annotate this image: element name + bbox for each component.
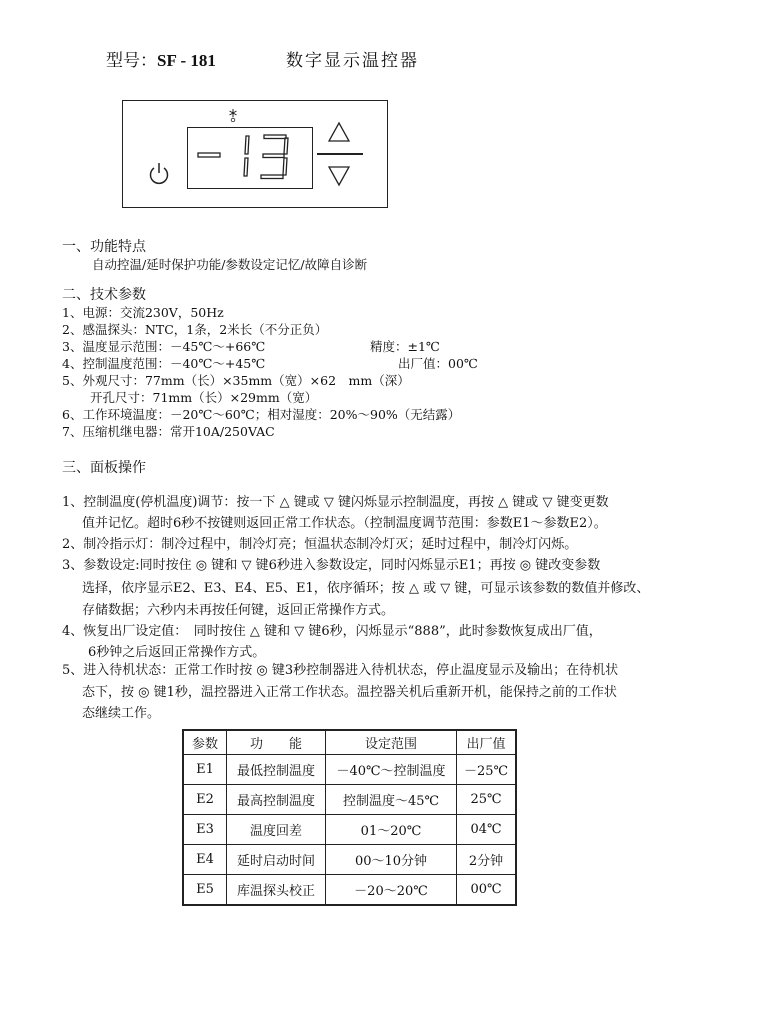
table-cell: 00～10分钟 — [326, 845, 457, 875]
section1-heading: 一、功能特点 — [62, 239, 146, 255]
power-button-icon: ◎ — [256, 663, 268, 678]
table-header-row — [183, 730, 516, 755]
section3-heading: 三、面板操作 — [62, 460, 146, 476]
power-button-icon: ◎ — [519, 558, 532, 573]
table-row — [183, 845, 516, 875]
spec-item: 3、温度显示范围：－45℃～+66℃ — [62, 339, 266, 354]
down-triangle-icon — [327, 165, 351, 187]
table-cell: 25℃ — [457, 785, 517, 815]
operation-step-2: 2、制冷指示灯：制冷过程中，制冷灯亮；恒温状态制冷灯灭；延时过程中，制冷灯闪烁。 — [62, 537, 578, 552]
operation-step-5: 5、进入待机状态：正常工作时按 ◎ 键3秒控制器进入待机状态，停止温度显示及输出；在待机状 — [62, 663, 619, 678]
operation-step-4: 4、恢复出厂设定值： 同时按住 △ 键和 ▽ 键6秒，闪烁显示“888”，此时参数恢复成出厂值， — [62, 624, 602, 639]
power-button-icon: ◎ — [138, 685, 150, 700]
model-label: 型号： — [106, 51, 157, 71]
segment-readout — [188, 128, 312, 188]
spec-item: 开孔尺寸：71mm（长）×29mm（宽） — [90, 390, 318, 405]
table-row — [183, 815, 516, 845]
power-icon — [147, 161, 171, 187]
controller-panel-illustration — [122, 100, 388, 208]
section1-text: 自动控温/延时保护功能/参数设定记忆/故障自诊断 — [92, 257, 368, 272]
table-cell: 库温探头校正 — [227, 875, 326, 906]
parameter-table — [182, 729, 517, 906]
spec-precision: 精度：±1℃ — [370, 339, 440, 354]
table-header-cell: 出厂值 — [457, 730, 517, 755]
table-row — [183, 785, 516, 815]
operation-step-4-cont: 6秒钟之后返回正常操作方式。 — [88, 645, 266, 660]
spec-item: 4、控制温度范围：－40℃～+45℃ — [62, 356, 266, 371]
up-triangle-icon: △ — [498, 495, 509, 510]
operation-step-5-cont: 态下，按 ◎ 键1秒，温控器进入正常工作状态。温控器关机后重新开机，能保持之前的工作状 — [82, 685, 617, 700]
table-cell: 01～20℃ — [326, 815, 457, 845]
product-name: 数字显示温控器 — [286, 51, 419, 71]
down-triangle-icon: ▽ — [241, 558, 252, 573]
up-triangle-icon — [327, 121, 351, 143]
table-cell: 控制温度～45℃ — [326, 785, 457, 815]
down-triangle-icon: ▽ — [323, 495, 334, 510]
table-cell: 最高控制温度 — [227, 785, 326, 815]
spec-item: 7、压缩机继电器：常开10A/250VAC — [62, 424, 275, 439]
table-row — [183, 755, 516, 785]
model-title — [106, 46, 216, 71]
operation-step-3-cont: 选择，依序显示E2、E3、E4、E5、E1，依序循环；按 △ 或 ▽ 键，可显示该参数的数值并修改、 — [82, 581, 650, 596]
table-cell: E4 — [183, 845, 227, 875]
operation-step-5-cont: 态继续工作。 — [82, 706, 161, 721]
spec-item: 5、外观尺寸：77mm（长）×35mm（宽）×62 mm（深） — [62, 373, 410, 388]
up-triangle-icon: △ — [408, 581, 419, 596]
table-row — [183, 875, 516, 906]
table-cell: 2分钟 — [457, 845, 517, 875]
table-cell: －40℃～控制温度 — [326, 755, 457, 785]
table-cell: 温度回差 — [227, 815, 326, 845]
snowflake-icon — [227, 108, 239, 122]
table-cell: 04℃ — [457, 815, 517, 845]
up-triangle-icon: △ — [279, 495, 290, 510]
table-cell: 最低控制温度 — [227, 755, 326, 785]
table-cell: －25℃ — [457, 755, 517, 785]
table-header-cell: 设定范围 — [326, 730, 457, 755]
spec-item: 2、感温探头：NTC，1条，2米长（不分正负） — [62, 322, 328, 337]
button-divider — [317, 153, 363, 155]
down-triangle-icon: ▽ — [440, 581, 451, 596]
table-header-cell: 功 能 — [227, 730, 326, 755]
down-triangle-icon: ▽ — [294, 624, 305, 639]
section2-heading: 二、技术参数 — [62, 287, 146, 303]
table-cell: 延时启动时间 — [227, 845, 326, 875]
table-cell: －20～20℃ — [326, 875, 457, 906]
operation-step-3: 3、参数设定:同时按住 ◎ 键和 ▽ 键6秒进入参数设定，同时闪烁显示E1；再按 ◎ 键改变参数 — [62, 558, 601, 573]
up-triangle-icon: △ — [249, 624, 260, 639]
power-button-icon: ◎ — [195, 558, 208, 573]
spec-item: 1、电源：交流230V，50Hz — [62, 305, 224, 320]
table-cell: E3 — [183, 815, 227, 845]
digital-display — [187, 127, 313, 189]
table-cell: E2 — [183, 785, 227, 815]
model-value: SF - 181 — [157, 51, 216, 70]
table-cell: E1 — [183, 755, 227, 785]
operation-step-3-cont: 存储数据；六秒内未再按任何键，返回正常操作方式。 — [82, 603, 395, 618]
table-header-cell: 参数 — [183, 730, 227, 755]
table-cell: 00℃ — [457, 875, 517, 906]
spec-factory: 出厂值：00℃ — [398, 356, 478, 371]
operation-step-1: 1、控制温度(停机温度)调节：按一下 △ 键或 ▽ 键闪烁显示控制温度，再按 △ 键或 ▽ 键变更数 — [62, 495, 609, 510]
operation-step-1-cont: 值并记忆。超时6秒不按键则返回正常工作状态。（控制温度调节范围：参数E1～参数E2）。 — [82, 516, 607, 531]
down-triangle-icon: ▽ — [542, 495, 553, 510]
spec-item: 6、工作环境温度：－20℃～60℃；相对湿度：20%～90%（无结露） — [62, 407, 461, 422]
table-cell: E5 — [183, 875, 227, 906]
